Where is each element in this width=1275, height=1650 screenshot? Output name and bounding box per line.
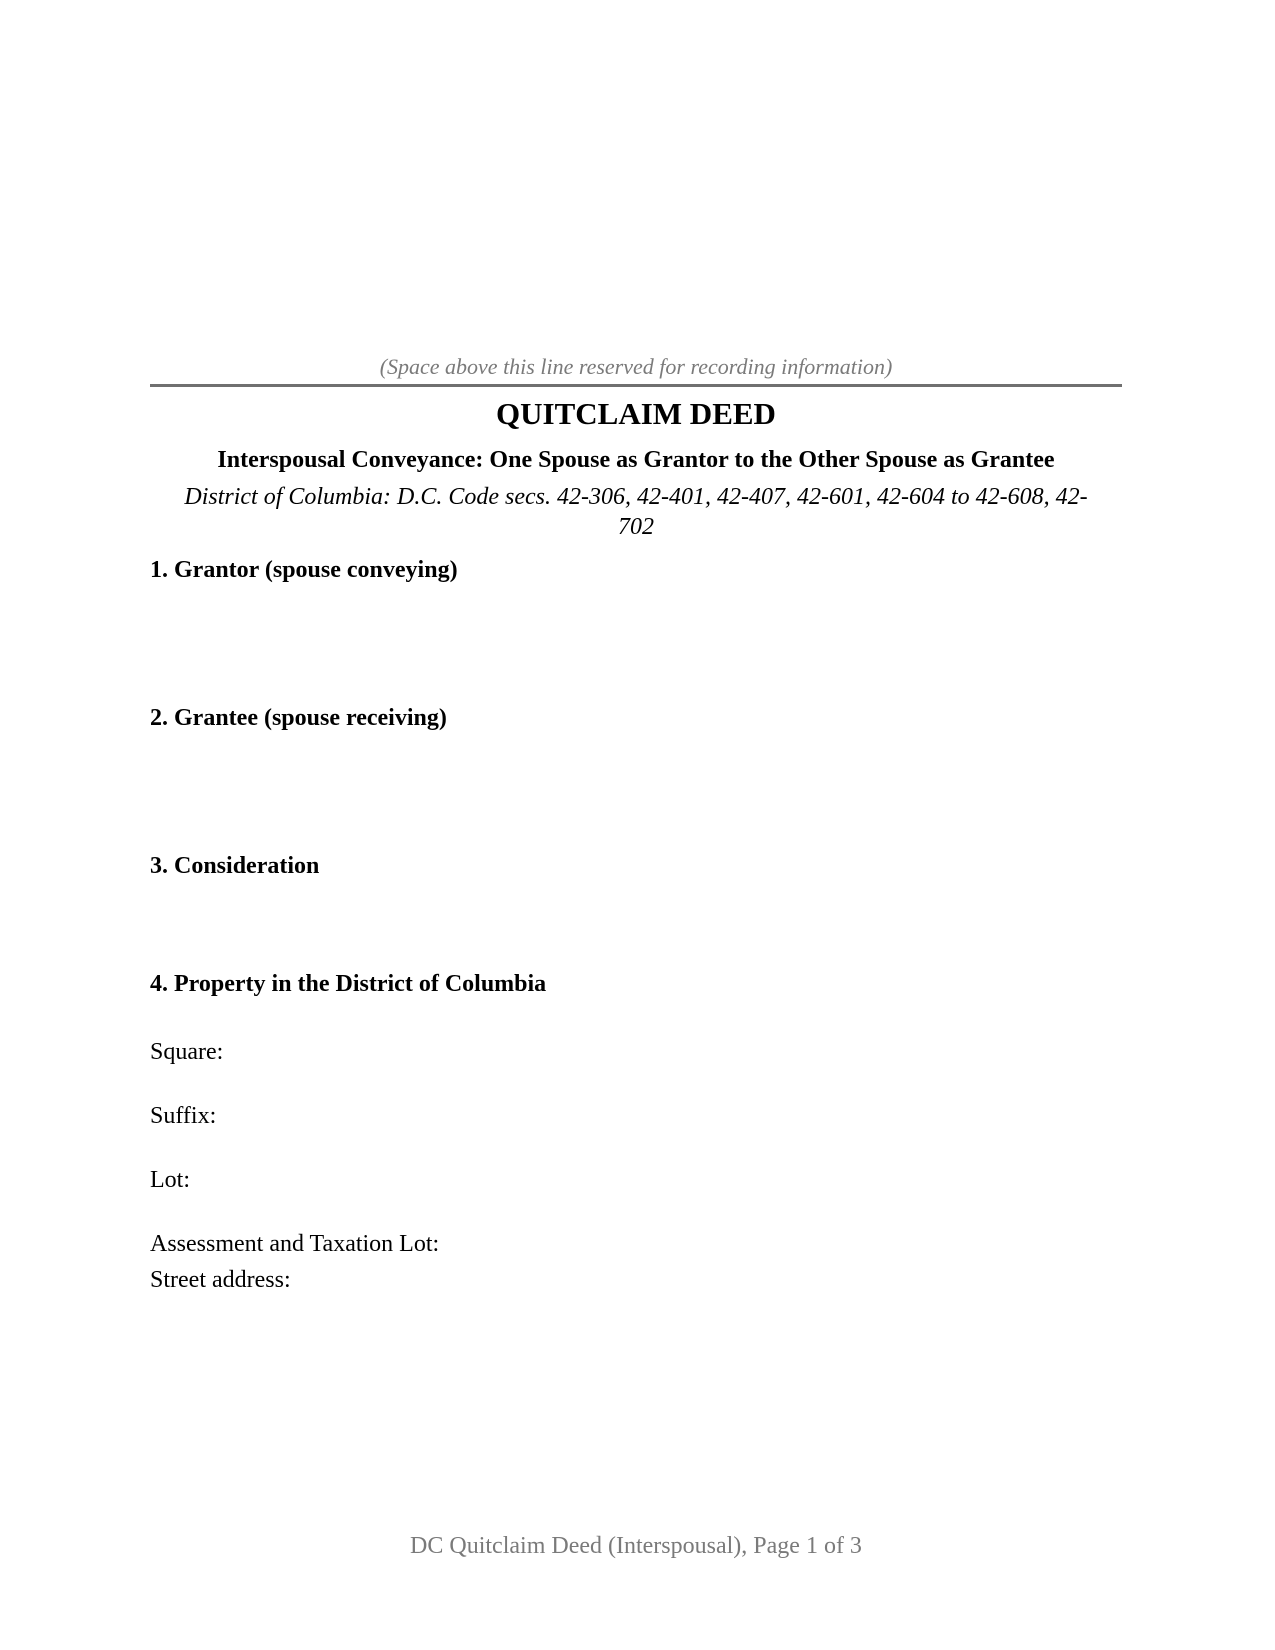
section-grantor-heading: 1. Grantor (spouse conveying) bbox=[150, 557, 458, 583]
property-square-label: Square: bbox=[150, 1039, 224, 1065]
section-property-heading: 4. Property in the District of Columbia bbox=[150, 971, 547, 997]
property-street-address-label: Street address: bbox=[150, 1267, 291, 1293]
document-subtitle: Interspousal Conveyance: One Spouse as Grantor to the Other Spouse as Grantee bbox=[217, 447, 1055, 473]
property-lot-label: Lot: bbox=[150, 1167, 190, 1193]
property-suffix-label: Suffix: bbox=[150, 1103, 217, 1129]
recording-divider-line bbox=[150, 384, 1122, 387]
property-assessment-lot-label: Assessment and Taxation Lot: bbox=[150, 1231, 440, 1257]
recording-space-note: (Space above this line reserved for recording information) bbox=[379, 354, 893, 379]
statute-citation: District of Columbia: D.C. Code secs. 42-306, 42-401, 42-407, 42-601, 42-604 to 42-608, 42-702 bbox=[184, 484, 1088, 540]
section-consideration-heading: 3. Consideration bbox=[150, 853, 320, 879]
section-grantee-heading: 2. Grantee (spouse receiving) bbox=[150, 705, 447, 731]
page-footer: DC Quitclaim Deed (Interspousal), Page 1 of 3 bbox=[410, 1533, 862, 1559]
document-title: QUITCLAIM DEED bbox=[496, 396, 776, 431]
